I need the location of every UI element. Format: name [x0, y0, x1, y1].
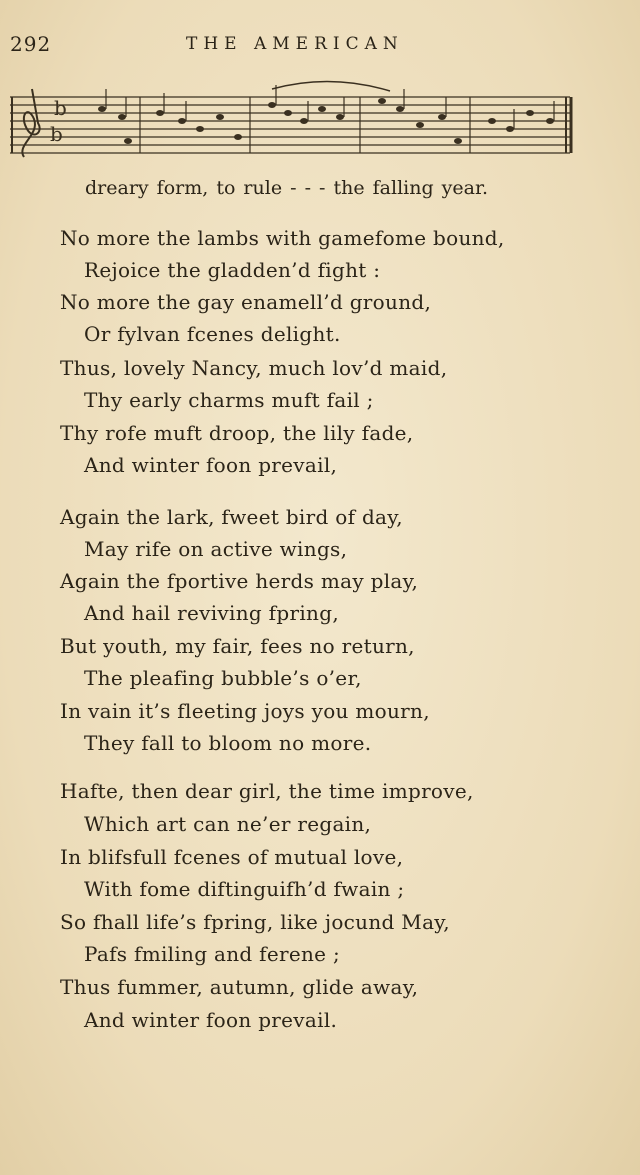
verse-line: Hafte, then dear girl, the time improve,: [60, 779, 474, 803]
verse-line: Or fylvan fcenes delight.: [84, 322, 341, 346]
verse-line: In blifsfull fcenes of mutual love,: [60, 845, 404, 869]
verse-line: Which art can ne’er regain,: [84, 812, 372, 836]
svg-text:b: b: [54, 96, 67, 120]
verse-line: May rife on active wings,: [84, 537, 348, 561]
verse-line: No more the lambs with gamefome bound,: [60, 226, 505, 250]
verse-line: Again the fportive herds may play,: [60, 569, 419, 593]
verse-line: And hail reviving fpring,: [84, 601, 339, 625]
verse-line: In vain it’s fleeting joys you mourn,: [60, 699, 430, 723]
verse-line: With fome diftinguifh’d fwain ;: [84, 877, 405, 901]
verse-line: They fall to bloom no more.: [84, 731, 372, 755]
verse-line: But youth, my fair, fees no return,: [60, 634, 415, 658]
running-head: THE AMERICAN: [186, 34, 404, 54]
verse-line: Pafs fmiling and ferene ;: [84, 942, 341, 966]
verse-line: Again the lark, fweet bird of day,: [60, 505, 403, 529]
verse-line: The pleafing bubble’s o’er,: [84, 666, 362, 690]
verse-line: No more the gay enamell’d ground,: [60, 290, 432, 314]
music-staff: [10, 75, 580, 185]
page-number: 292: [10, 32, 52, 56]
verse-line: And winter foon prevail,: [84, 453, 338, 477]
verse-line: Thy early charms muft fail ;: [84, 388, 374, 412]
verse-line: Thus fummer, autumn, glide away,: [60, 975, 419, 999]
verse-line: And winter foon prevail.: [84, 1008, 338, 1032]
verse-line: Thus, lovely Nancy, much lov’d maid,: [60, 356, 448, 380]
page-header: [0, 30, 640, 60]
verse-line: So fhall life’s fpring, like jocund May,: [60, 910, 450, 934]
verse-line: Thy rofe muft droop, the lily fade,: [60, 421, 414, 445]
music-lyric: dreary form, to rule - - - the falling year.: [85, 177, 489, 199]
verse-line: Rejoice the gladden’d fight :: [84, 258, 381, 282]
svg-text:b: b: [50, 122, 63, 146]
